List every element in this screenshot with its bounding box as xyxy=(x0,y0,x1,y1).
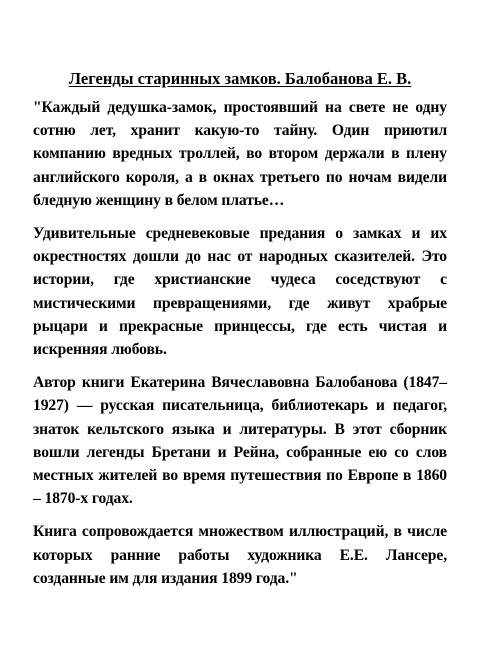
book-description xyxy=(33,68,447,600)
page-title: Легенды старинных замков. Балобанова Е. В. xyxy=(68,69,412,88)
paragraph-legends: Удивительные средневековые предания о замках и их окрестностях дошли до нас от народных сказителей. Это истории, где христианские чудеса соседствуют с мистическими превращениями, где живут храбрые рыцари и прекрасные принцессы, где есть чистая и искренняя любовь. xyxy=(33,225,447,359)
paragraph-illustrations: Книга сопровождается множеством иллюстраций, в числе которых ранние работы художника Е.Е. Лансере, созданные им для издания 1899 года." xyxy=(33,523,447,587)
paragraph-author: Автор книги Екатерина Вячеславовна Балобанова (1847–1927) — русская писательница, библиотекарь и педагог, знаток кельтского языка и литературы. В этот сборник вошли легенды Бретани и Рейна, собранные ею со слов местных жителей во время путешествия по Европе в 1860 – 1870-х годах. xyxy=(33,374,447,508)
paragraph-intro: "Каждый дедушка-замок, простоявший на свете не одну сотню лет, хранит какую-то тайну. Один приютил компанию вредных троллей, во втором держали в плену английского короля, а в окнах третьего по ночам видели бледную женщину в белом платье… xyxy=(33,99,447,209)
